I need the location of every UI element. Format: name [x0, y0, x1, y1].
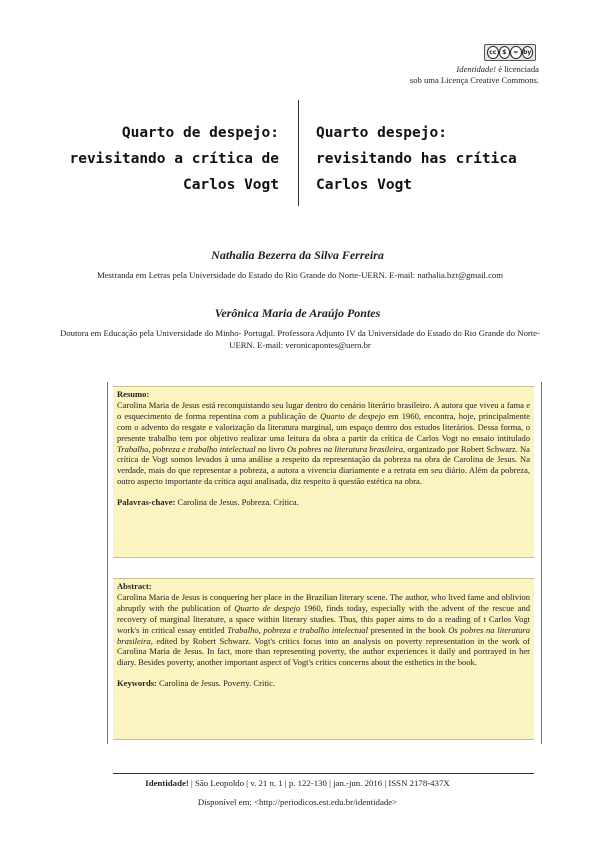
license-line1: é licenciada [496, 64, 539, 74]
title-pt-line3: Carlos Vogt [182, 177, 279, 193]
footer-available-link[interactable]: Disponível em: <http://periodicos.est.edu.br/identidade> [197, 797, 398, 807]
title-en-line3: Carlos Vogt [316, 177, 413, 193]
author-1-name: Nathalia Bezerra da Silva Ferreira [211, 248, 384, 262]
title-portuguese [69, 120, 279, 198]
license-notice [410, 64, 539, 86]
title-en-line1: Quarto despejo: [316, 125, 447, 141]
footer-rule [113, 773, 534, 774]
license-journal: Identidade! [456, 64, 497, 74]
author-2-affiliation: Doutora em Educação pela Universidade do Minho- Portugal. Professora Adjunto IV da Universidade do Estado do Rio Grande do Norte-UERN. E-mail: veronicapontes@uern.br [60, 328, 540, 350]
noderivatives-icon: = [510, 46, 522, 59]
cc-icon: cc [487, 46, 499, 59]
title-en-line2: revisitando has crítica [316, 151, 517, 167]
author-1-affiliation: Mestranda em Letras pela Universidade do Estado do Rio Grande do Norte-UERN. E-mail: nathalia.bzr@gmail.com [96, 270, 504, 280]
title-pt-line2: revisitando a crítica de [69, 151, 279, 167]
abstract-keywords: Keywords: Carolina de Jesus. Poverty. Critic. [117, 678, 276, 689]
resumo-heading: Resumo: [117, 389, 150, 399]
abstract-heading: Abstract: [117, 581, 152, 591]
noncommercial-icon: $ [499, 46, 511, 59]
title-pt-line1: Quarto de despejo: [121, 125, 279, 141]
creative-commons-badge[interactable] [484, 44, 536, 61]
footer-details: | São Leopoldo | v. 21 n. 1 | p. 122-130 | jan.-jun. 2016 | ISSN 2178-437X [188, 778, 450, 788]
footer-journal: Identidade! [145, 778, 189, 788]
abstract-box [113, 578, 534, 740]
title-english [316, 120, 517, 198]
resumo-text: Carolina Maria de Jesus está reconquistando seu lugar dentro do cenário literário brasileiro. A autora que viveu a fama e o esquecimento de forma repentina com a publicação de Quarto de despejo em 1960, encontra, hoje, principalmente com o advento do resgate e valorização da literatura marginal, um espaço dentro dos estudos literários. Dessa forma, o presente trabalho tem por objetivo realizar uma leitura da obra a partir da crítica de Carlos Vogt no ensaio intitulado Trabalho, pobreza e trabalho intelectual no livro Os pobres na literatura brasileira, organizado por Robert Schwarz. Na crítica de Vogt somos levados à uma análise a respeito da representação da pobreza na obra de Carolina de Jesus. Na verdade, mais do que representar a pobreza, a autora a vivencia diariamente e a retrata em seu diário. Além da pobreza, outro aspecto importante da crítica aqui analisada, diz respeito à questão estética na obra. [117, 399, 530, 487]
resumo-box [113, 386, 534, 558]
title-divider [298, 100, 299, 206]
attribution-icon: by [522, 46, 534, 59]
footer-citation [0, 778, 595, 788]
license-line2: sob uma Licença Creative Commons. [409, 75, 539, 85]
abstract-text: Carolina Maria de Jesus is conquering her place in the Brazilian literary scene. The author, who lived fame and oblivion abruptly with the publication of Quarto de despejo 1960, finds today, especially with the advent of the rescue and recovery of marginal literature, a space within literary studies. Thus, this paper aims to do a reading of t Carlos Vogt work's in critical essay entitled Trabalho, pobreza e trabalho intelectual presented in the book Os pobres na literatura brasileira, edited by Robert Schwarz. Vogt's critics focus into an analysis on poverty representation in the work of Carolina Maria de Jesus. In fact, more than representing poverty, the author experiences it daily and portrayed in her diary. Besides poverty, another important aspect of Vogt's critics concerns about the esthetics in the book. [117, 591, 530, 668]
author-2-name: Verônica Maria de Araújo Pontes [214, 306, 381, 320]
resumo-keywords: Palavras-chave: Carolina de Jesus. Pobreza. Crítica. [117, 497, 299, 508]
